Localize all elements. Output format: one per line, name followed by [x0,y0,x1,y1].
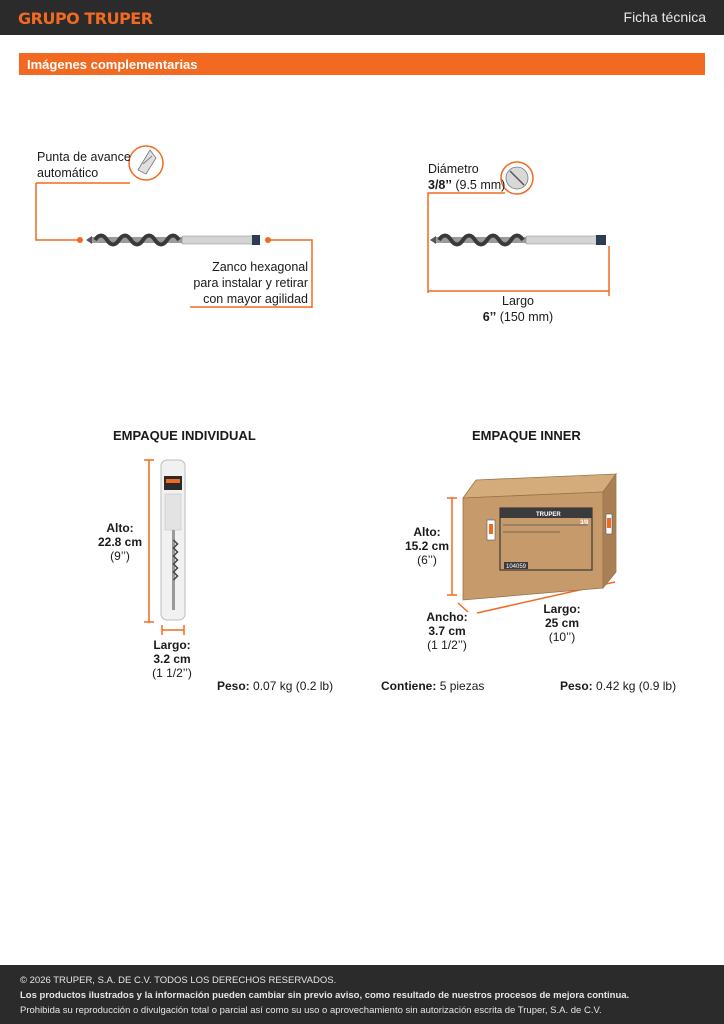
inner-largo-value: 25 cm [544,616,580,630]
inner-contiene-value: 5 piezas [439,679,485,693]
footer-notice: Los productos ilustrados y la información pueden cambiar sin previo aviso, como resultado de nuestros procesos de mejora continua. [20,990,630,1001]
diameter-metric: (9.5 mm) [455,178,506,192]
inner-peso-value: 0.42 kg (0.9 lb) [596,679,677,693]
inner-peso-label: Peso: [560,679,593,693]
tip-marker [77,237,83,243]
length-value-row [458,310,578,325]
diameter-label: Diámetro [428,162,479,176]
individual-height-dim [144,460,154,622]
individual-largo-inches: (1 1/2’’) [152,666,192,680]
inner-ancho-label: Ancho: [426,610,468,624]
inner-alto-value: 15.2 cm [404,539,450,553]
footer-prohibition: Prohibida su reproducción o divulgación total o parcial así como su uso o aprovechamiento sin autorización escrita de Truper, S.A. de C.V. [20,1005,602,1016]
inner-cardboard-box [463,474,616,600]
box-brand: TRUPER [536,512,561,518]
inner-contents [381,679,484,694]
tip-detail-icon [129,146,163,180]
page-footer [0,965,724,1024]
individual-largo-value: 3.2 cm [153,652,191,666]
individual-blister-pack [161,460,185,620]
drill-bit-right [430,235,606,245]
inner-largo-label: Largo: [543,602,581,616]
section-title: Imágenes complementarias [27,57,198,72]
length-label: Largo [502,294,534,308]
inner-ancho-inches: (1 1/2’’) [427,638,467,652]
shank-label-line3: con mayor agilidad [203,292,308,306]
diameter-value-row [428,178,505,193]
document-title: Ficha técnica [623,9,706,25]
length-value: 6’’ [482,310,497,324]
shank-marker [265,237,271,243]
length-dim-dotted [428,246,609,290]
drill-bit-figures [0,0,724,400]
inner-alto-inches: (6’’) [417,553,437,567]
individual-weight [217,679,333,694]
shank-label-line2: para instalar y retirar [193,276,308,290]
inner-contiene-label: Contiene: [381,679,437,693]
inner-pack-title: EMPAQUE INNER [472,428,581,443]
footer-copyright: © 2026 TRUPER, S.A. DE C.V. TODOS LOS DERECHOS RESERVADOS. [20,975,337,986]
individual-alto-inches: (9’’) [110,549,130,563]
length-metric: (150 mm) [499,310,554,324]
diameter-detail-icon [501,162,533,194]
inner-largo-inches: (10’’) [548,630,576,644]
individual-alto-label: Alto: [106,521,134,535]
individual-width-dim [162,625,184,635]
inner-ancho-value: 3.7 cm [428,624,466,638]
inner-weight [560,679,676,694]
individual-alto-value: 22.8 cm [97,535,143,549]
individual-peso-label: Peso: [217,679,250,693]
box-size: 3/8 [580,520,589,526]
brand-logo: GRUPO TRUPER [18,9,153,28]
individual-largo-label: Largo: [153,638,191,652]
individual-peso-value: 0.07 kg (0.2 lb) [253,679,334,693]
shank-label-line1: Zanco hexagonal [212,260,308,274]
inner-alto-label: Alto: [413,525,441,539]
tip-label-line2: automático [37,166,99,180]
tip-label-line1: Punta de avance [37,150,131,164]
diameter-value: 3/8’’ [428,178,452,192]
individual-pack-title: EMPAQUE INDIVIDUAL [113,428,256,443]
box-code: 104059 [506,564,527,570]
drill-bit-left [86,235,260,245]
